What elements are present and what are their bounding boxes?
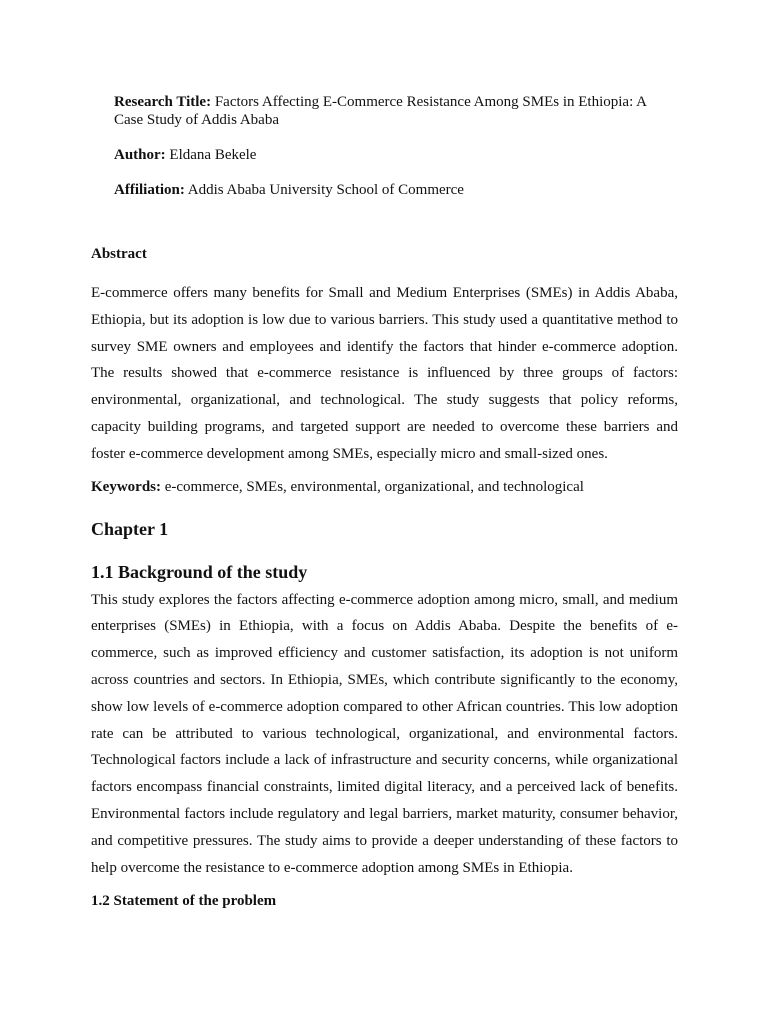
paper-metadata	[91, 0, 678, 199]
research-title-value: Factors Affecting E-Commerce Resistance Among SMEs in Ethiopia: A Case Study of Addis Ababa	[114, 94, 647, 128]
abstract-text: E-commerce offers many benefits for Small and Medium Enterprises (SMEs) in Addis Ababa, Ethiopia, but its adoption is low due to various barriers. This study used a quantitative method to survey SME owners and employees and identify the factors that hinder e-commerce adoption. The results showed that e-commerce resistance is influenced by three groups of factors: environmental, organizational, and technological. The study suggests that policy reforms, capacity building programs, and targeted support are needed to overcome these barriers and foster e-commerce development among SMEs, especially micro and small-sized ones.	[91, 285, 678, 462]
background-text: This study explores the factors affecting e-commerce adoption among micro, small, and medium enterprises (SMEs) in Ethiopia, with a focus on Addis Ababa. Despite the benefits of e-commerce, such as improved efficiency and customer satisfaction, its adoption is not uniform across countries and sectors. In Ethiopia, SMEs, which contribute significantly to the economy, show low levels of e-commerce adoption compared to other African countries. This low adoption rate can be attributed to various technological, organizational, and environmental factors. Technological factors include a lack of infrastructure and security concerns, while organizational factors encompass financial constraints, limited digital literacy, and a perceived lack of benefits. Environmental factors include regulatory and legal barriers, market maturity, consumer behavior, and competitive pressures. The study aims to provide a deeper understanding of these factors to help overcome the resistance to e-commerce adoption among SMEs in Ethiopia.	[91, 591, 678, 876]
affiliation-line	[114, 181, 678, 199]
affiliation-label: Affiliation:	[114, 182, 185, 198]
abstract-heading: Abstract	[91, 246, 147, 262]
keywords-label: Keywords:	[91, 478, 161, 495]
research-title	[114, 93, 678, 129]
research-title-label: Research Title:	[114, 94, 212, 110]
section-heading-problem-statement: 1.2 Statement of the problem	[91, 893, 277, 910]
affiliation-value: Addis Ababa University School of Commerce	[184, 182, 464, 198]
keywords-value: e-commerce, SMEs, environmental, organizational, and technological	[161, 478, 584, 495]
section-heading-background: 1.1 Background of the study	[91, 561, 308, 582]
author-line	[114, 146, 678, 164]
author-value: Eldana Bekele	[165, 147, 257, 163]
author-label: Author:	[114, 147, 166, 163]
chapter-heading: Chapter 1	[91, 518, 169, 539]
keywords-line	[91, 478, 678, 496]
